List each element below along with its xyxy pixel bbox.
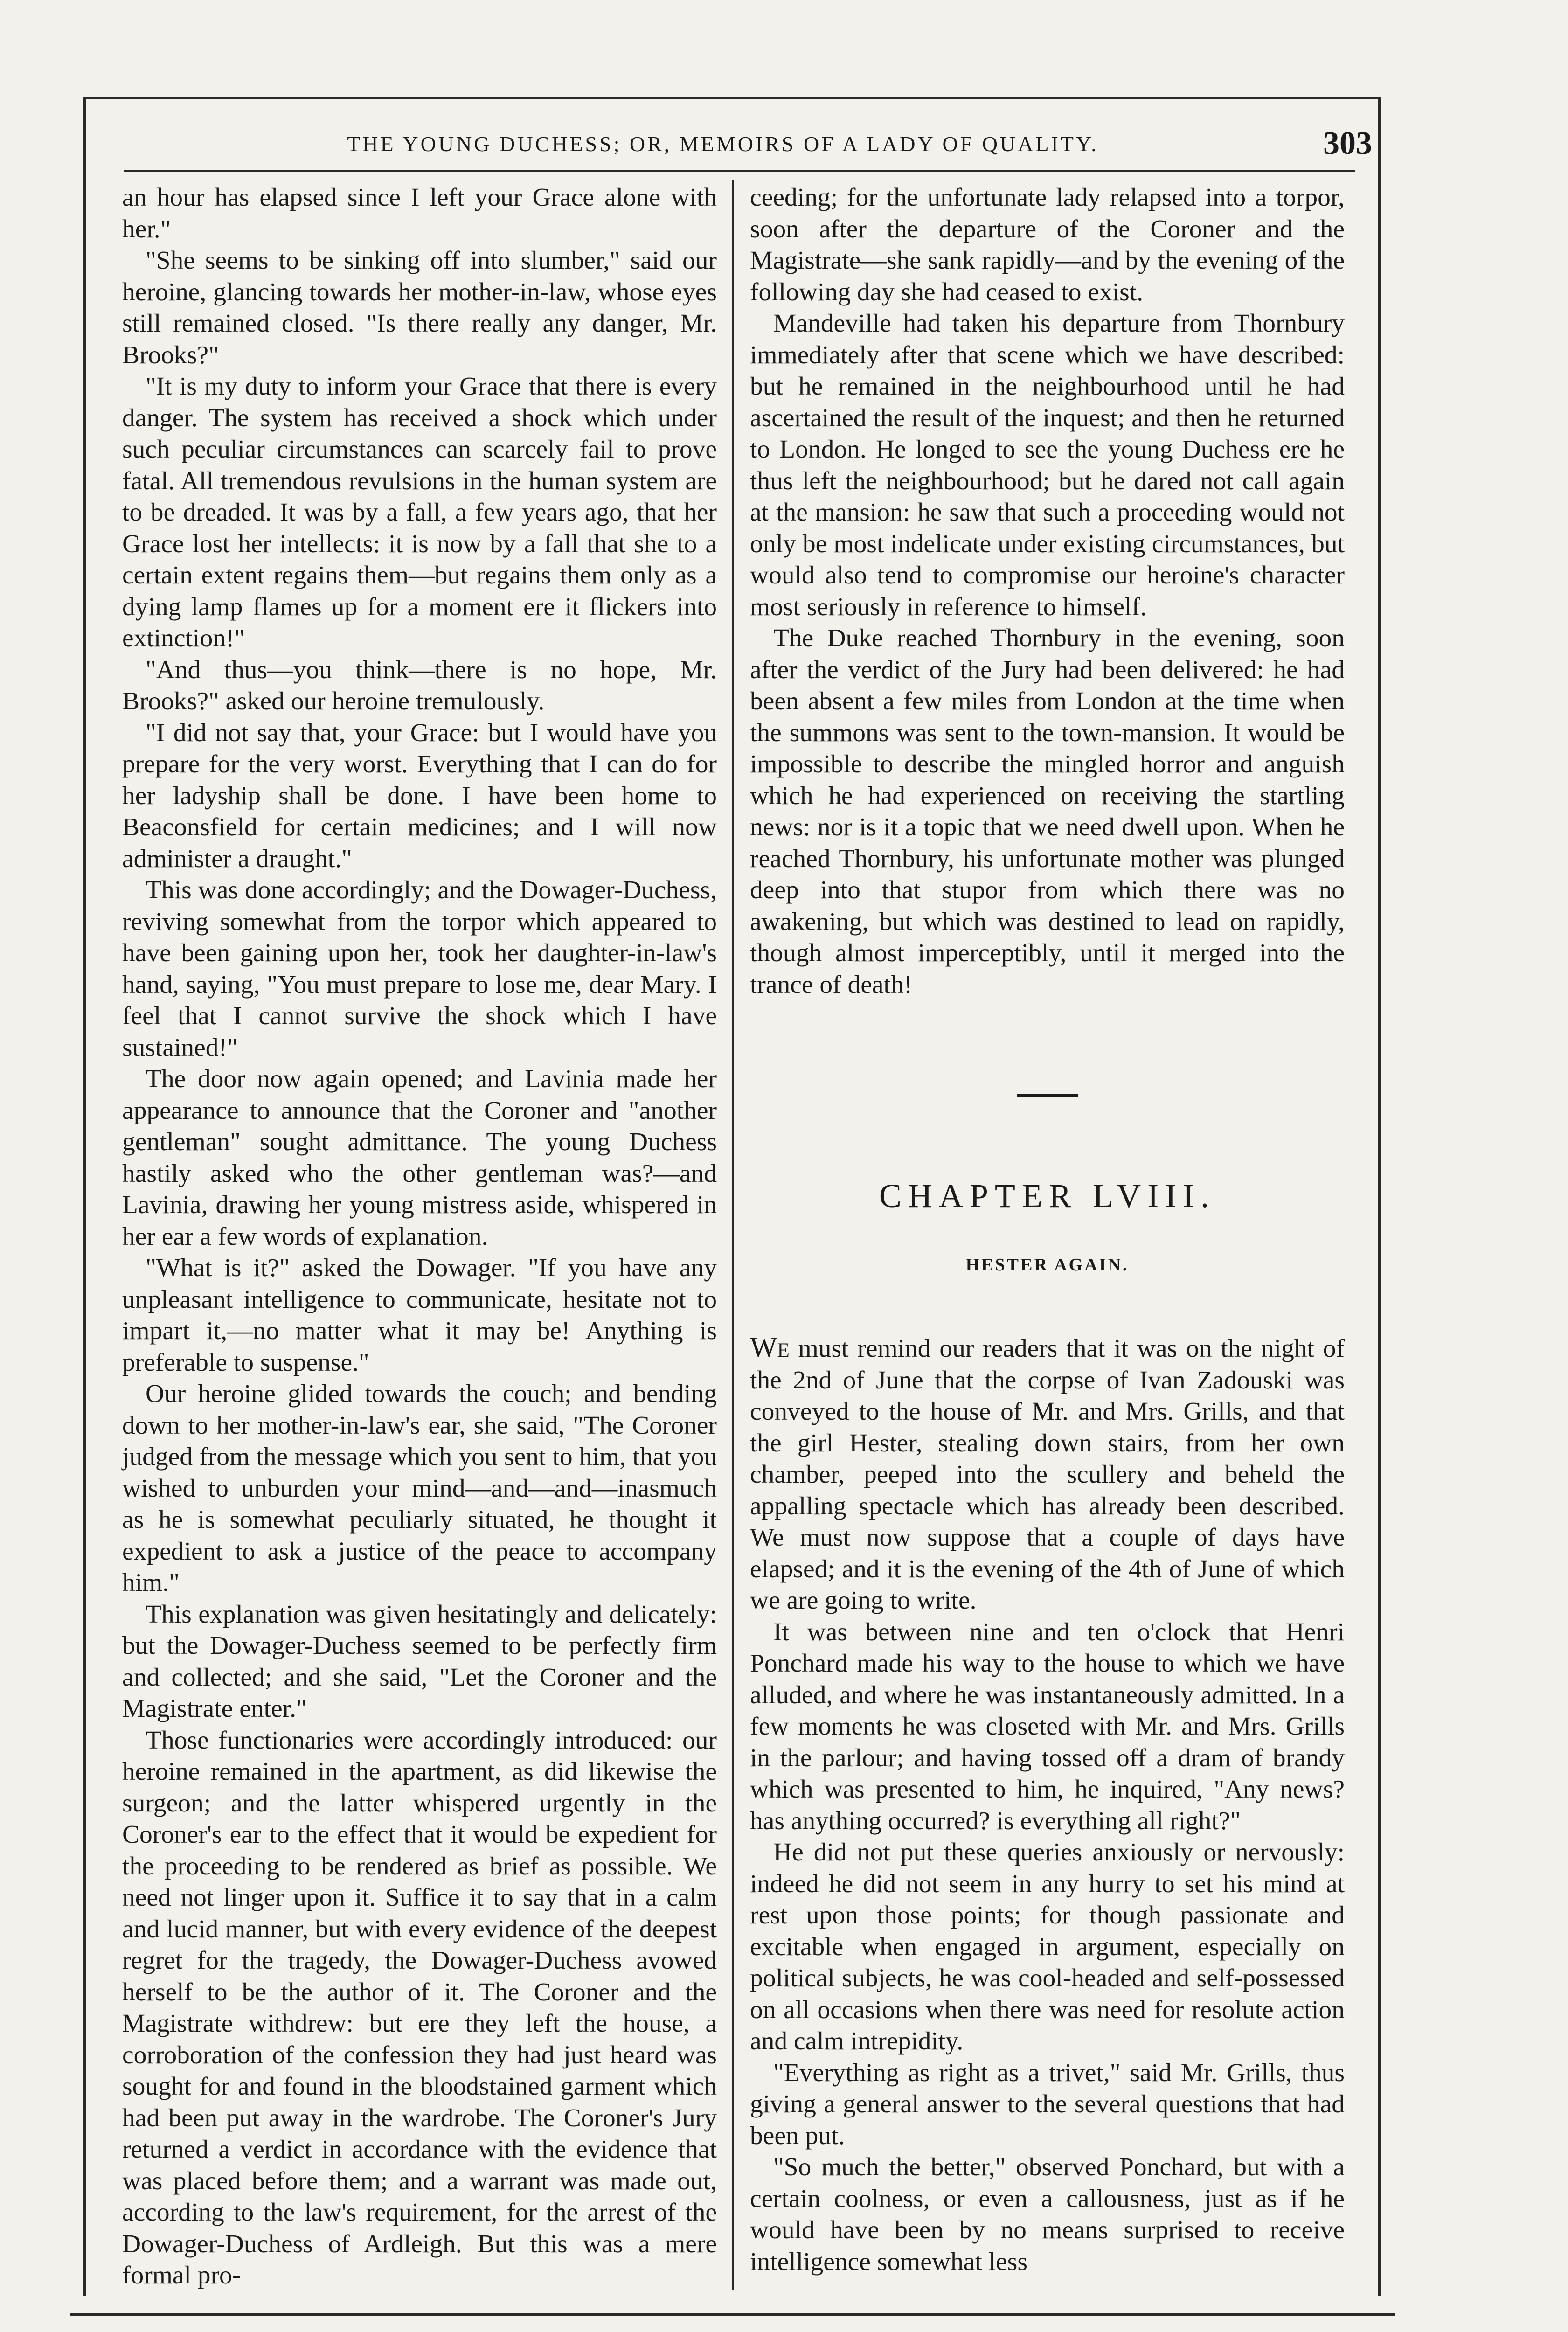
paragraph: "She seems to be sinking off into slumber," said our heroine, glancing towards her mother-in-law, whose eyes still remained closed. "Is there really any danger, Mr. Brooks?": [122, 246, 717, 369]
right-column: [750, 182, 1345, 2276]
paragraph-text: must remind our readers that it was on the night of the 2nd of June that the corpse of Ivan Zadouski was conveyed to the house of Mr. and Mrs. Grills, and that the girl Hester, stealing down stairs, from her own chamber, peeped into the scullery and beheld the appalling spectacle which has already been described. We must now suppose that a couple of days have elapsed; and it is the evening of the 4th of June of which we are going to write.: [750, 1334, 1345, 1615]
paragraph: "So much the better," observed Ponchard, but with a certain coolness, or even a callousness, just as if he would have been by no means surprised to receive intelligence somewhat less: [750, 2153, 1345, 2276]
chapter-separator-rule: [1017, 1094, 1078, 1097]
paragraph: It was between nine and ten o'clock that Henri Ponchard made his way to the house to which we have alluded, and where he was instantaneously admitted. In a few moments he was closeted with Mr. and Mrs. Grills in the parlour; and having tossed off a dram of brandy which was presented to him, he inquired, "Any news? has anything occurred? is everything all right?": [750, 1617, 1345, 1835]
left-column: [122, 182, 717, 2290]
paragraph: "I did not say that, your Grace: but I would have you prepare for the very worst. Everything that I can do for her ladyship shall be done. I have been home to Beaconsfield for certain medicines; and I will now administer a draught.": [122, 718, 717, 873]
page-frame-bottom-rule: [70, 2313, 1395, 2316]
paragraph: "It is my duty to inform your Grace that there is every danger. The system has received a shock which under such peculiar circumstances can scarcely fail to prove fatal. All tremendous revulsions in the human system are to be dreaded. It was by a fall, a few years ago, that her Grace lost her intellects: it is now by a fall that she to a certain extent regains them—but regains them only as a dying lamp flames up for a moment ere it flickers into extinction!": [122, 372, 717, 652]
paragraph: He did not put these queries anxiously or nervously: indeed he did not seem in any hurry to set his mind at rest upon those points; for though passionate and excitable when engaged in argument, especially on political subjects, he was cool-headed and self-possessed on all occasions when there was need for resolute action and calm intrepidity.: [750, 1838, 1345, 2055]
running-title: THE YOUNG DUCHESS; OR, MEMOIRS OF A LADY OF QUALITY.: [347, 132, 1099, 156]
header-rule: [124, 170, 1355, 172]
chapter-title: CHAPTER LVIII.: [879, 1177, 1216, 1215]
paragraph: ceeding; for the unfortunate lady relapsed into a torpor, soon after the departure of the Coroner and the Magistrate—she sank rapidly—and by the evening of the following day she had ceased to exist.: [750, 183, 1345, 306]
paragraph: "What is it?" asked the Dowager. "If you have any unpleasant intelligence to communicate, hesitate not to impart it,—no matter what it may be! Anything is preferable to suspense.": [122, 1254, 717, 1377]
paragraph: Those functionaries were accordingly introduced: our heroine remained in the apartment, as did likewise the surgeon; and the latter whispered urgently in the Coroner's ear to the effect that it would be expedient for the proceeding to be rendered as brief as possible. We need not linger upon it. Suffice it to say that in a calm and lucid manner, but with every evidence of the deepest regret for the tragedy, the Dowager-Duchess avowed herself to be the author of it. The Coroner and the Magistrate withdrew: but ere they left the house, a corroboration of the confession they had just heard was sought for and found in the bloodstained garment which had been put away in the wardrobe. The Coroner's Jury returned a verdict in accordance with the evidence that was placed before them; and a warrant was made out, according to the law's requirement, for the arrest of the Dowager-Duchess of Ardleigh. But this was a mere formal pro-: [122, 1726, 717, 2290]
column-divider: [732, 180, 734, 2290]
paragraph: This explanation was given hesitatingly and delicately: but the Dowager-Duchess seemed to be perfectly firm and collected; and she said, "Let the Coroner and the Magistrate enter.": [122, 1600, 717, 1723]
paragraph: [750, 1332, 1345, 1617]
paragraph: Our heroine glided towards the couch; and bending down to her mother-in-law's ear, she said, "The Coroner judged from the message which you sent to him, that you wished to unburden your mind—and—and—inasmuch as he is somewhat peculiarly situated, he thought it expedient to ask a justice of the peace to accompany him.": [122, 1380, 717, 1597]
paragraph: The door now again opened; and Lavinia made her appearance to announce that the Coroner and "another gentleman" sought admittance. The young Duchess hastily asked who the other gentleman was?—and Lavinia, drawing her young mistress aside, whispered in her ear a few words of explanation.: [122, 1065, 717, 1251]
paragraph: Mandeville had taken his departure from Thornbury immediately after that scene which we have described: but he remained in the neighbourhood until he had ascertained the result of the inquest; and then he returned to London. He longed to see the young Duchess ere he thus left the neighbourhood; but he dared not call again at the mansion: he saw that such a proceeding would not only be most indelicate under existing circumstances, but would also tend to compromise our heroine's character most seriously in reference to himself.: [750, 309, 1345, 621]
paragraph: an hour has elapsed since I left your Grace alone with her.": [122, 183, 717, 243]
page-number: 303: [1323, 125, 1372, 161]
paragraph: This was done accordingly; and the Dowager-Duchess, reviving somewhat from the torpor which appeared to have been gaining upon her, took her daughter-in-law's hand, saying, "You must prepare to lose me, dear Mary. I feel that I cannot survive the shock which I have sustained!": [122, 876, 717, 1062]
chapter-opening-word: We: [750, 1332, 790, 1363]
paragraph: "And thus—you think—there is no hope, Mr. Brooks?" asked our heroine tremulously.: [122, 655, 717, 715]
paragraph: The Duke reached Thornbury in the evening, soon after the verdict of the Jury had been delivered: he had been absent a few miles from London at the time when the summons was sent to the town-mansion. It would be impossible to describe the mingled horror and anguish which he had experienced on receiving the startling news: nor is it a topic that we need dwell upon. When he reached Thornbury, his unfortunate mother was plunged deep into that stupor from which there was no awakening, but which was destined to lead on rapidly, though almost imperceptibly, until it merged into the trance of death!: [750, 624, 1345, 999]
paragraph: "Everything as right as a trivet," said Mr. Grills, thus giving a general answer to the several questions that had been put.: [750, 2058, 1345, 2150]
chapter-subtitle: HESTER AGAIN.: [965, 1255, 1129, 1275]
